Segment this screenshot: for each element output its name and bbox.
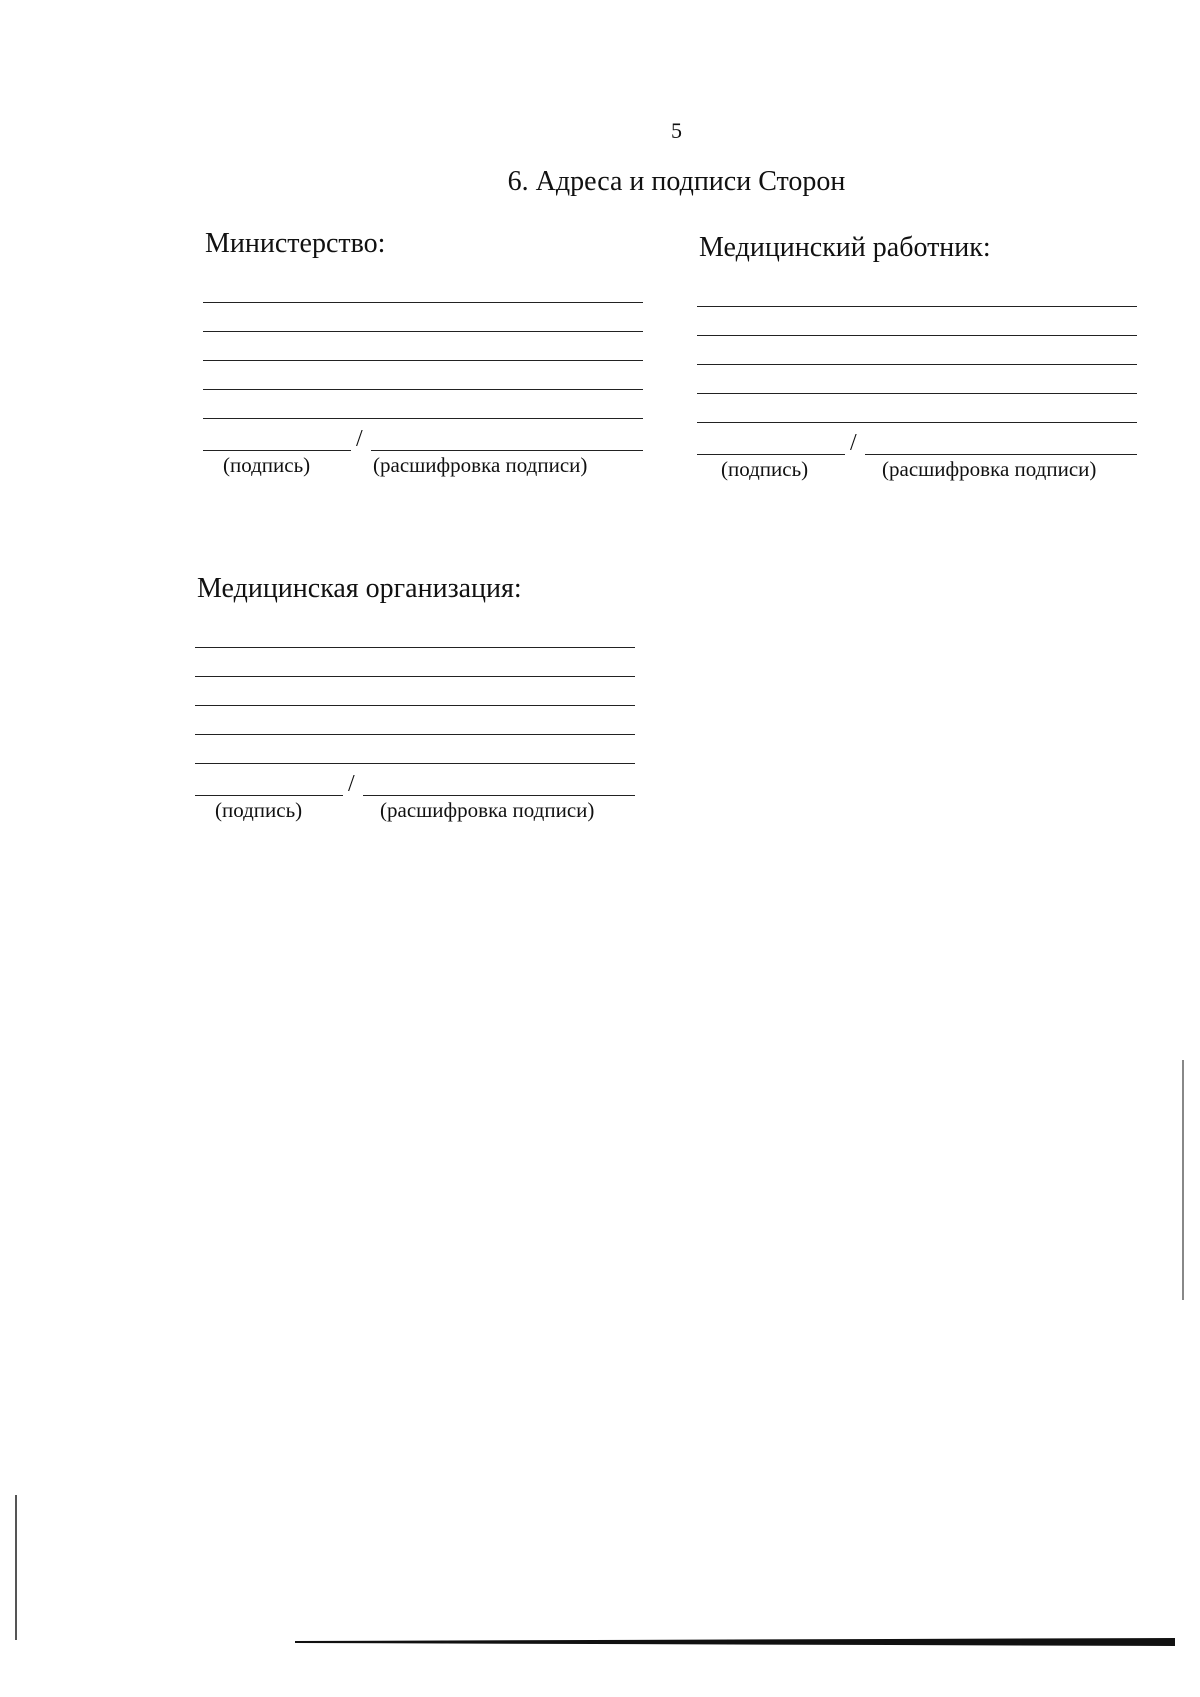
address-line[interactable] bbox=[697, 336, 1137, 365]
scan-bottom-bar bbox=[295, 1636, 1175, 1648]
address-line[interactable] bbox=[195, 706, 635, 735]
address-line[interactable] bbox=[697, 394, 1137, 423]
scan-edge-mark bbox=[1182, 1060, 1184, 1300]
signature-caption: (подпись) bbox=[223, 453, 311, 477]
signature-row bbox=[203, 419, 643, 451]
party-medical-organization bbox=[195, 573, 635, 826]
address-line[interactable] bbox=[195, 619, 635, 648]
party-heading: Министерство: bbox=[205, 228, 386, 259]
signature-row bbox=[195, 764, 635, 796]
signature-decoding-caption: (расшифровка подписи) bbox=[882, 457, 1097, 481]
address-line[interactable] bbox=[195, 735, 635, 764]
signature-decoding-caption: (расшифровка подписи) bbox=[380, 798, 595, 822]
page-number: 5 bbox=[671, 118, 682, 143]
address-line[interactable] bbox=[203, 361, 643, 390]
party-heading: Медицинская организация: bbox=[197, 573, 522, 604]
address-line[interactable] bbox=[697, 278, 1137, 307]
scan-edge-mark bbox=[15, 1495, 17, 1640]
address-line[interactable] bbox=[203, 390, 643, 419]
signature-separator: / bbox=[348, 771, 355, 797]
address-line[interactable] bbox=[203, 274, 643, 303]
signature-separator: / bbox=[356, 426, 363, 452]
signature-caption: (подпись) bbox=[215, 798, 303, 822]
signature-captions bbox=[697, 455, 1137, 485]
signature-separator: / bbox=[850, 430, 857, 456]
section-title: 6. Адреса и подписи Сторон bbox=[507, 166, 846, 197]
party-medical-worker bbox=[697, 232, 1137, 485]
signature-captions bbox=[195, 796, 635, 826]
signature-decoding-caption: (расшифровка подписи) bbox=[373, 453, 588, 477]
address-line[interactable] bbox=[195, 648, 635, 677]
address-line[interactable] bbox=[195, 677, 635, 706]
signature-captions bbox=[203, 451, 643, 481]
address-line[interactable] bbox=[697, 307, 1137, 336]
address-line[interactable] bbox=[203, 303, 643, 332]
signature-caption: (подпись) bbox=[721, 457, 809, 481]
signature-row bbox=[697, 423, 1137, 455]
party-ministry bbox=[203, 228, 643, 481]
party-heading: Медицинский работник: bbox=[699, 232, 991, 263]
address-line[interactable] bbox=[203, 332, 643, 361]
address-line[interactable] bbox=[697, 365, 1137, 394]
